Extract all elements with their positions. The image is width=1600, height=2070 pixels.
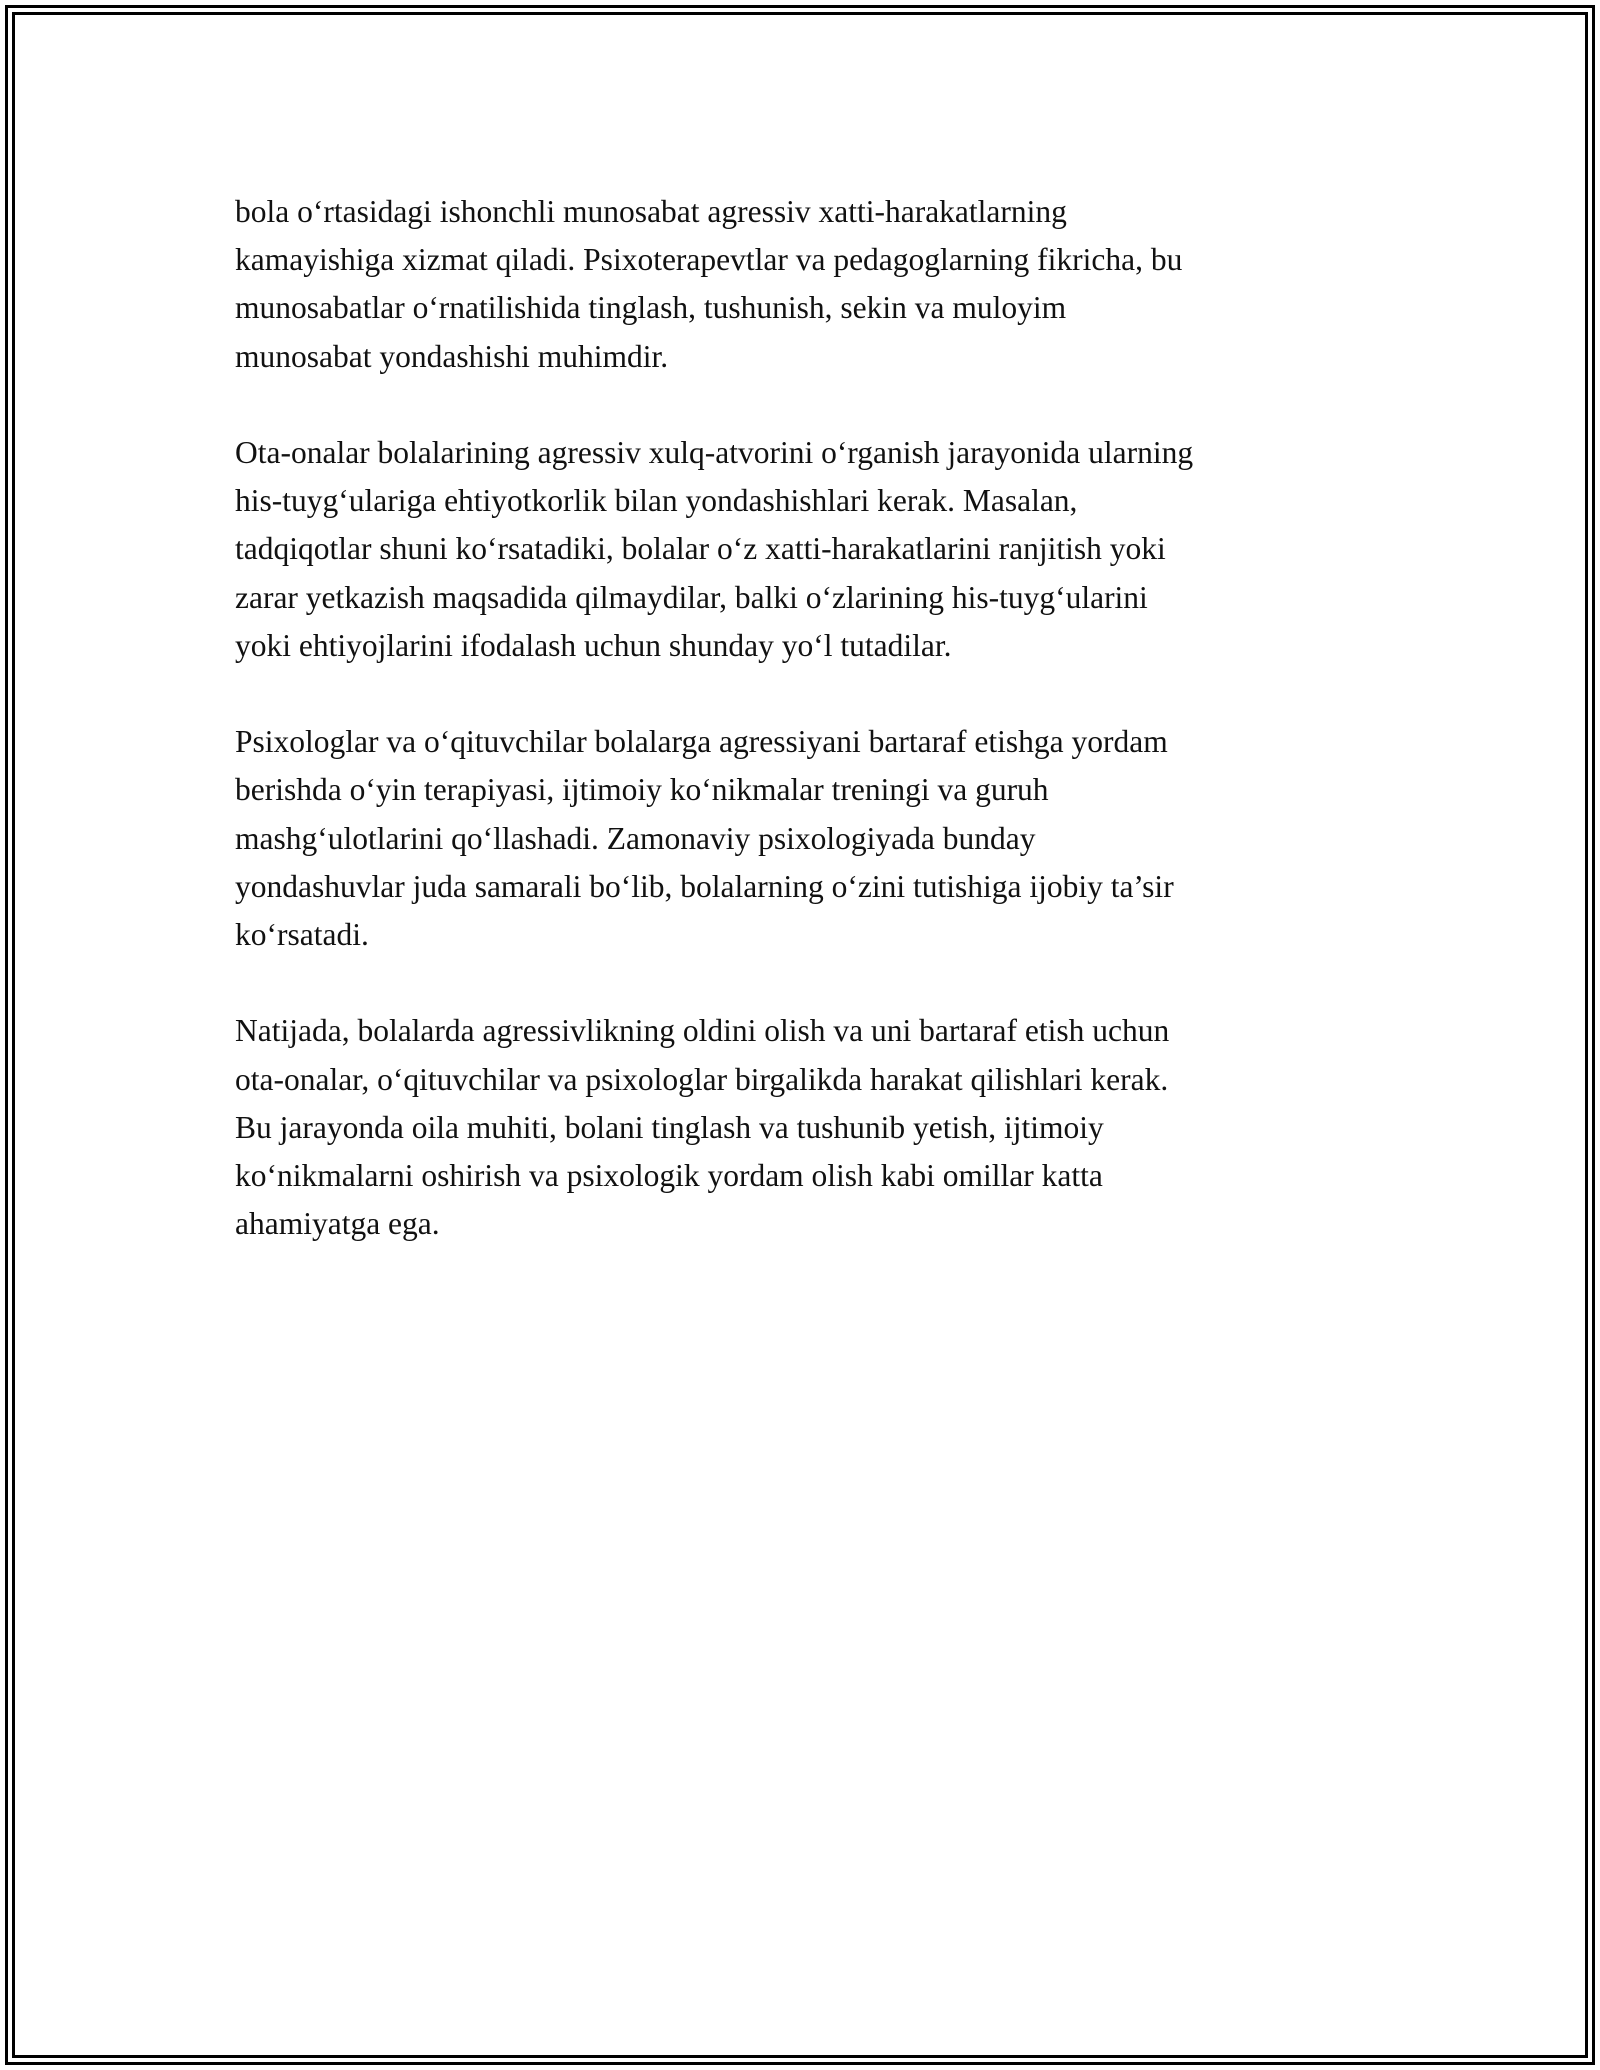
paragraph-1 <box>235 188 1375 381</box>
paragraph-4 <box>235 1007 1375 1248</box>
paragraph-line: his-tuyg‘ulariga ehtiyotkorlik bilan yondashishlari kerak. Masalan, <box>235 483 1078 519</box>
paragraph-line: Bu jarayonda oila muhiti, bolani tinglash va tushunib yetish, ijtimoiy <box>235 1109 1104 1145</box>
paragraph-line: yondashuvlar juda samarali bo‘lib, bolalarning o‘zini tutishiga ijobiy ta’sir <box>235 868 1174 904</box>
paragraph-line: yoki ehtiyojlarini ifodalash uchun shunday yo‘l tutadilar. <box>235 627 952 663</box>
paragraph-line: ko‘nikmalarni oshirish va psixologik yordam olish kabi omillar katta <box>235 1158 1103 1194</box>
paragraph-line: Psixologlar va o‘qituvchilar bolalarga agressiyani bartaraf etishga yordam <box>235 724 1168 760</box>
paragraph-line: bola o‘rtasidagi ishonchli munosabat agressiv xatti-harakatlarning <box>235 194 1067 229</box>
document-body <box>235 188 1375 1297</box>
paragraph-line: ota-onalar, o‘qituvchilar va psixologlar birgalikda harakat qilishlari kerak. <box>235 1061 1169 1097</box>
paragraph-line: kamayishiga xizmat qiladi. Psixoterapevtlar va pedagoglarning fikricha, bu <box>235 242 1183 278</box>
paragraph-line: munosabat yondashishi muhimdir. <box>235 338 669 374</box>
paragraph-line: tadqiqotlar shuni ko‘rsatadiki, bolalar o‘z xatti-harakatlarini ranjitish yoki <box>235 531 1166 567</box>
paragraph-2 <box>235 429 1375 670</box>
paragraph-line: ko‘rsatadi. <box>235 917 369 953</box>
paragraph-line: mashg‘ulotlarini qo‘llashadi. Zamonaviy psixologiyada bunday <box>235 820 1036 856</box>
paragraph-3 <box>235 718 1375 959</box>
paragraph-line: berishda o‘yin terapiyasi, ijtimoiy ko‘nikmalar treningi va guruh <box>235 772 1049 808</box>
paragraph-line: zarar yetkazish maqsadida qilmaydilar, balki o‘zlarining his-tuyg‘ularini <box>235 579 1148 615</box>
paragraph-line: munosabatlar o‘rnatilishida tinglash, tushunish, sekin va muloyim <box>235 290 1067 326</box>
paragraph-line: Ota-onalar bolalarining agressiv xulq-atvorini o‘rganish jarayonida ularning <box>235 435 1194 470</box>
paragraph-line: Natijada, bolalarda agressivlikning oldini olish va uni bartaraf etish uchun <box>235 1013 1170 1049</box>
paragraph-line: ahamiyatga ega. <box>235 1206 440 1242</box>
